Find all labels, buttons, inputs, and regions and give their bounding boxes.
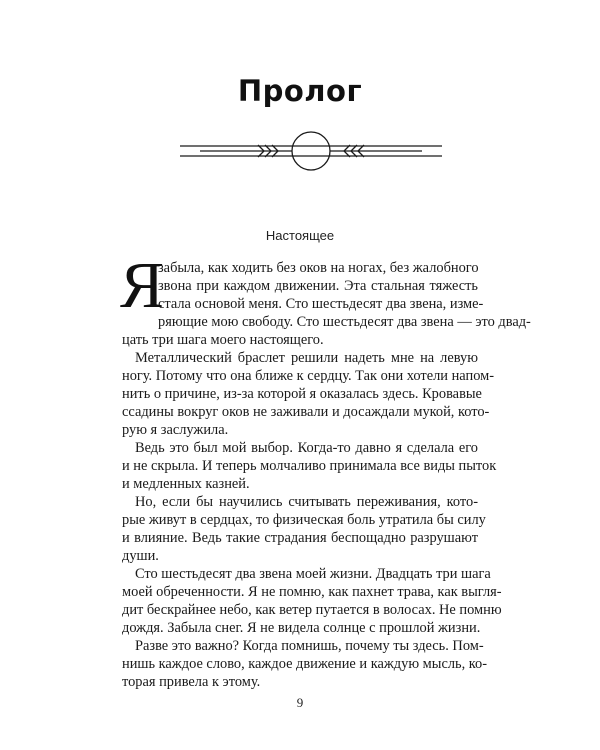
text-line: и медленных казней.	[122, 476, 250, 492]
paragraph-3	[122, 439, 497, 493]
text-line: Но, если бы научились считывать переживания, кото-	[135, 494, 478, 510]
text-line: забыла, как ходить без оков на ногах, без жалобного	[158, 260, 479, 276]
text-line: и не скрыла. И теперь молчаливо принимала все виды пыток	[122, 458, 497, 474]
text-line: цать три шага моего настоящего.	[122, 332, 324, 348]
text-line: рую я заслужила.	[122, 422, 229, 438]
text-line: Ведь это был мой выбор. Когда-то давно я сделала его	[135, 440, 478, 456]
text-line: стала основой меня. Сто шестьдесят два звена, изме-	[158, 296, 484, 312]
page-number: 9	[296, 695, 304, 710]
text-line: ссадины вокруг оков не заживали и досаждали мукой, кото-	[122, 404, 490, 420]
text-line: дит бескрайнее небо, как ветер путается в волосах. Не помню	[122, 602, 502, 618]
ornament-divider-icon	[178, 126, 444, 176]
paragraph-1	[120, 249, 531, 331]
paragraph-5	[122, 565, 502, 637]
paragraph-4	[122, 493, 486, 565]
text-line: моей обреченности. Я не помню, как пахнет трава, как выгля-	[122, 584, 502, 600]
text-line: звона при каждом движении. Эта стальная тяжесть	[158, 278, 478, 294]
text-line: души.	[122, 548, 159, 564]
drop-cap: Я	[120, 249, 165, 322]
body-text	[120, 249, 531, 691]
text-line: и влияние. Ведь такие страдания беспощадно разрушают	[122, 530, 478, 546]
paragraph-2	[122, 349, 495, 439]
text-line: нишь каждое слово, каждое движение и каждую мысль, ко-	[122, 656, 488, 672]
text-line: Сто шестьдесят два звена моей жизни. Двадцать три шага	[135, 566, 491, 582]
text-line: Разве это важно? Когда помнишь, почему ты здесь. Пом-	[135, 638, 484, 654]
chapter-subtitle: Настоящее	[265, 228, 335, 243]
text-line: дождя. Забыла снег. Я не видела солнце с прошлой жизни.	[122, 620, 481, 636]
text-line: ногу. Потому что она ближе к сердцу. Так они хотели напом-	[122, 368, 495, 384]
text-line: торая привела к этому.	[122, 674, 261, 690]
text-line: ряющие мою свободу. Сто шестьдесят два звена — это двад-	[158, 314, 531, 330]
chapter-title: Пролог	[237, 74, 363, 108]
paragraph-6	[122, 637, 488, 691]
text-line: Металлический браслет решили надеть мне на левую	[135, 350, 478, 366]
text-line: нить о причине, из-за которой я оказалась здесь. Кровавые	[122, 386, 482, 402]
text-line: рые живут в сердцах, то физическая боль утратила бы силу	[122, 512, 486, 528]
